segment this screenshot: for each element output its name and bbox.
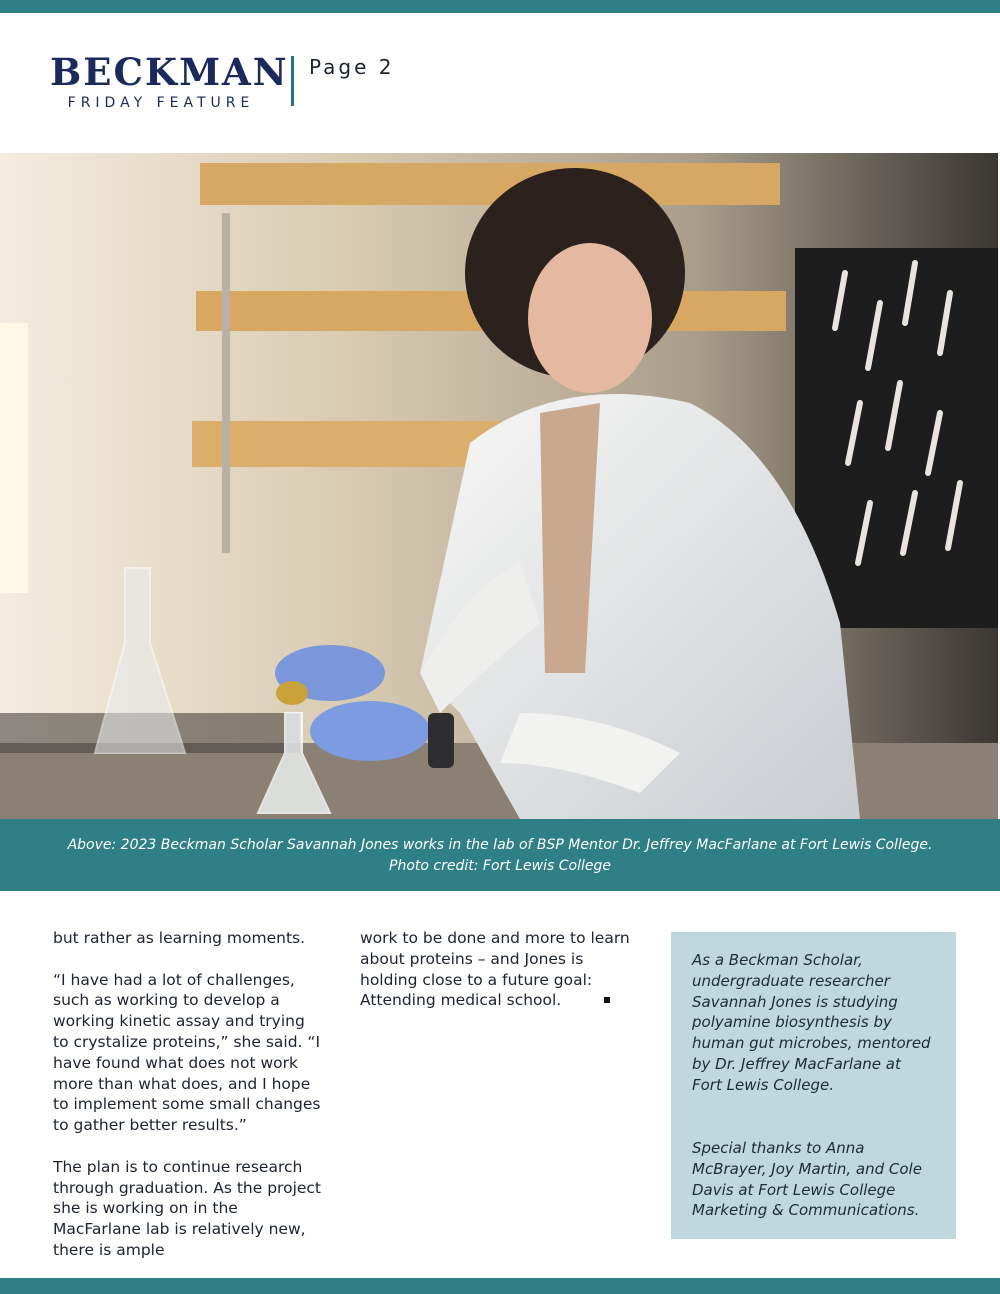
- logo-tagline: FRIDAY FEATURE: [67, 95, 255, 111]
- article-column-2: [360, 928, 630, 1032]
- lab-photo-icon: [0, 153, 998, 819]
- article-column-1: [53, 928, 323, 1282]
- beckman-logo: [50, 50, 289, 111]
- end-of-article-mark: [604, 997, 610, 1003]
- article-paragraph: work to be done and more to learn about proteins – and Jones is holding close to a future goal: Attending medical school.: [360, 929, 630, 1010]
- bottom-accent-bar: [0, 1278, 1000, 1294]
- page-number: Page 2: [309, 55, 395, 79]
- caption-text: Above: 2023 Beckman Scholar Savannah Jones works in the lab of BSP Mentor Dr. Jeffrey MacFarlane at Fort Lewis College.: [67, 837, 933, 853]
- header-divider: [291, 56, 294, 106]
- sidebar-paragraph: As a Beckman Scholar, undergraduate researcher Savannah Jones is studying polyamine biosynthesis by human gut microbes, mentored by Dr. Jeffrey MacFarlane at Fort Lewis College.: [692, 951, 931, 1094]
- photo-credit: Photo credit: Fort Lewis College: [389, 858, 611, 874]
- article-paragraph: “I have had a lot of challenges, such as working to develop a working kinetic assay and trying to crystalize proteins,” she said. “I have found what does not work more than what does, and I hope to implement some small changes to gather better results.”: [53, 970, 321, 1135]
- lab-photo: [0, 153, 998, 819]
- sidebar-box: [671, 932, 956, 1239]
- top-accent-bar: [0, 0, 1000, 13]
- sidebar-thanks: Special thanks to Anna McBrayer, Joy Martin, and Cole Davis at Fort Lewis College Marketing & Communications.: [692, 1139, 922, 1220]
- photo-caption: [0, 819, 1000, 891]
- article-paragraph: The plan is to continue research through graduation. As the project she is working on in the MacFarlane lab is relatively new, there is ample: [53, 1157, 322, 1259]
- logo-wordmark: BECKMAN: [50, 50, 289, 94]
- article-paragraph: but rather as learning moments.: [53, 929, 306, 947]
